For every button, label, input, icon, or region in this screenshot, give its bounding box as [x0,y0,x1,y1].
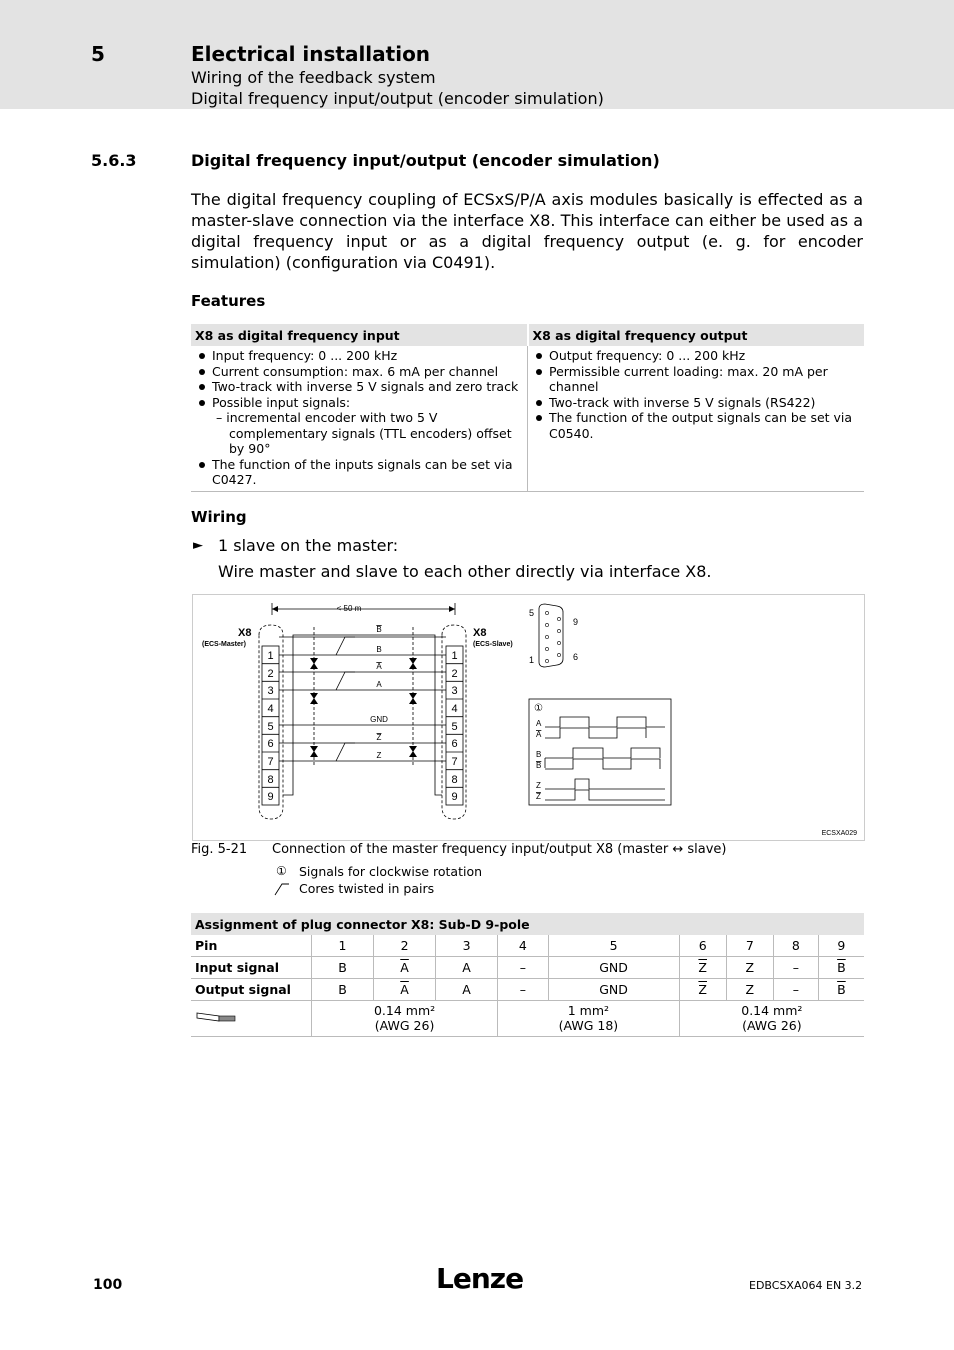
table-row [191,957,864,979]
list-item: Two-track with inverse 5 V signals and zero track [195,379,523,395]
cross-section-value: 0.14 mm² [741,1003,803,1018]
table-cell: Z [726,979,773,1001]
table-cell: 3 [436,935,498,957]
table-cell: $\overline{Z}$ [679,979,726,1001]
table-cell: 8 [773,935,818,957]
header-subtitle-1: Wiring of the feedback system [191,68,436,87]
list-item: Output frequency: 0 ... 200 kHz [532,348,860,364]
pin-label: 4 [451,703,458,715]
wiring-line-1: 1 slave on the master: [218,536,399,555]
slave-pins [446,646,463,805]
cross-section-value: 0.14 mm² [373,1003,436,1018]
table-cell: 5 [548,935,679,957]
table-cell: 6 [679,935,726,957]
wiring-heading: Wiring [191,508,247,526]
legend-marker: ① [534,703,543,714]
figure-caption-text: Connection of the master frequency input/output X8 (master ↔ slave) [272,842,727,857]
table-cell: $\overline{B}$ [818,957,864,979]
pin-label: 9 [451,791,458,803]
table-cell: – [498,957,548,979]
pin-label: 5 [451,721,458,733]
figure-caption-number: Fig. 5-21 [191,842,248,857]
pin-label: 2 [451,668,458,680]
output-row-label: Output signal [191,979,312,1001]
chapter-title: Electrical installation [191,42,431,66]
list-subitem: – incremental encoder with two 5 V complementary signals (TTL encoders) offset by 90° [216,410,512,456]
table-cell: 1 [312,935,374,957]
subd-connector-icon [529,604,578,667]
pin-label: 8 [267,774,274,786]
document-id: EDBCSXA064 EN 3.2 [749,1279,863,1292]
distance-label: < 50 m [336,604,362,613]
section-number: 5.6.3 [91,151,137,170]
signal-label: Z [536,781,541,790]
cross-section-awg: (AWG 26) [742,1018,802,1033]
pin-label: 4 [267,703,274,715]
signal-label: B [536,750,542,759]
connector-pin-label: 1 [529,655,535,665]
pin-label: 9 [267,791,274,803]
wire-label: A [376,662,382,671]
slave-sub: (ECS-Slave) [473,641,513,648]
pin-label: 6 [451,738,458,750]
signal-label: B [536,761,542,770]
cable-icon-cell [191,1001,312,1037]
table-cell: Z [726,957,773,979]
table-cell: A [436,979,498,1001]
assignment-title: Assignment of plug connector X8: Sub-D 9-pole [191,913,864,935]
pin-label: 7 [451,756,458,768]
connector-pin-label: 5 [529,608,535,618]
table-row [191,1001,864,1037]
features-input-cell [191,346,528,491]
table-cell: $\overline{A}$ [374,957,436,979]
pin-label: 1 [267,650,274,662]
legend-1-text: Signals for clockwise rotation [299,864,483,879]
table-cell: – [498,979,548,1001]
table-row [191,935,864,957]
table-cell: $\overline{A}$ [374,979,436,1001]
list-item: Permissible current loading: max. 20 mA per channel [532,364,860,395]
table-cell: 2 [374,935,436,957]
master-label: X8 [238,627,252,639]
table-cell: B [312,979,374,1001]
wire-label: GND [370,715,388,724]
slave-label: X8 [473,627,487,639]
table-cell: – [773,957,818,979]
wire-label: Z [376,751,382,760]
list-item: The function of the inputs signals can be set via C0427. [195,457,523,488]
pin-label: 1 [451,650,458,662]
master-sub: (ECS-Master) [202,641,246,648]
input-row-label: Input signal [191,957,312,979]
list-item: Input frequency: 0 ... 200 kHz [195,348,523,364]
features-input-header: X8 as digital frequency input [191,324,528,346]
table-cell: A [436,957,498,979]
cross-section-value: 1 mm² [567,1003,610,1018]
table-cell: B [312,957,374,979]
legend-1-symbol: ① [276,864,287,878]
pin-label: 3 [267,685,274,697]
pin-label: 7 [267,756,274,768]
page-header [0,0,954,109]
chapter-number: 5 [91,42,105,66]
pin-label: 8 [451,774,458,786]
pin-row-label: Pin [191,935,312,957]
signal-label: A [536,730,542,739]
assignment-table [191,913,864,1037]
figure-code: ECSXA029 [821,830,857,837]
features-heading: Features [191,292,266,310]
pin-label: 2 [267,668,274,680]
table-cell: GND [548,957,679,979]
wire-label: Z [376,733,382,742]
list-item: The function of the output signals can be set via C0540. [532,410,860,441]
wiring-line-2: Wire master and slave to each other directly via interface X8. [218,562,712,581]
pin-label: 3 [451,685,458,697]
cross-section-cell [498,1001,680,1037]
cross-section-cell [312,1001,498,1037]
signal-label: A [536,719,542,728]
cross-section-awg: (AWG 26) [374,1018,435,1033]
wire-label: B [376,625,382,634]
list-item: Possible input signals: [195,395,523,411]
signal-timing-diagram [529,699,671,805]
list-item: Current consumption: max. 6 mA per channel [195,364,523,380]
cross-section-cell [679,1001,864,1037]
twisted-pair-icon [274,882,290,896]
features-output-header: X8 as digital frequency output [528,324,865,346]
table-cell: $\overline{B}$ [818,979,864,1001]
table-row [191,979,864,1001]
connector-pin-label: 9 [573,617,579,627]
connector-pin-label: 6 [573,652,579,662]
intro-paragraph: The digital frequency coupling of ECSxS/P/A axis modules basically is effected as a master-slave connection via the interface X8. This interface can either be used as a digital frequency input or as a digital frequency output (e. g. for encoder simulation) (configuration via C0491). [191,190,863,272]
features-table [191,324,864,492]
header-subtitle-2: Digital frequency input/output (encoder simulation) [191,89,604,108]
cross-section-awg: (AWG 18) [558,1018,619,1033]
master-pins [262,646,279,805]
arrow-bullet-icon: ► [193,538,203,553]
cable-icon [195,1010,239,1024]
wire-label: B [376,645,382,654]
pin-label: 6 [267,738,274,750]
lenze-logo: Lenze [436,1262,524,1295]
table-cell: 4 [498,935,548,957]
table-cell: 9 [818,935,864,957]
legend-2-text: Cores twisted in pairs [299,881,435,896]
signal-label: Z [536,792,541,801]
table-cell: $\overline{Z}$ [679,957,726,979]
wiring-diagram [193,595,864,840]
table-cell: GND [548,979,679,1001]
features-output-cell [528,346,865,491]
page-number: 100 [93,1277,123,1293]
list-item: Two-track with inverse 5 V signals (RS422) [532,395,860,411]
wire-label: A [376,680,382,689]
table-cell: 7 [726,935,773,957]
wiring-figure [192,594,865,841]
table-cell: – [773,979,818,1001]
pin-label: 5 [267,721,274,733]
section-title: Digital frequency input/output (encoder simulation) [191,151,660,170]
